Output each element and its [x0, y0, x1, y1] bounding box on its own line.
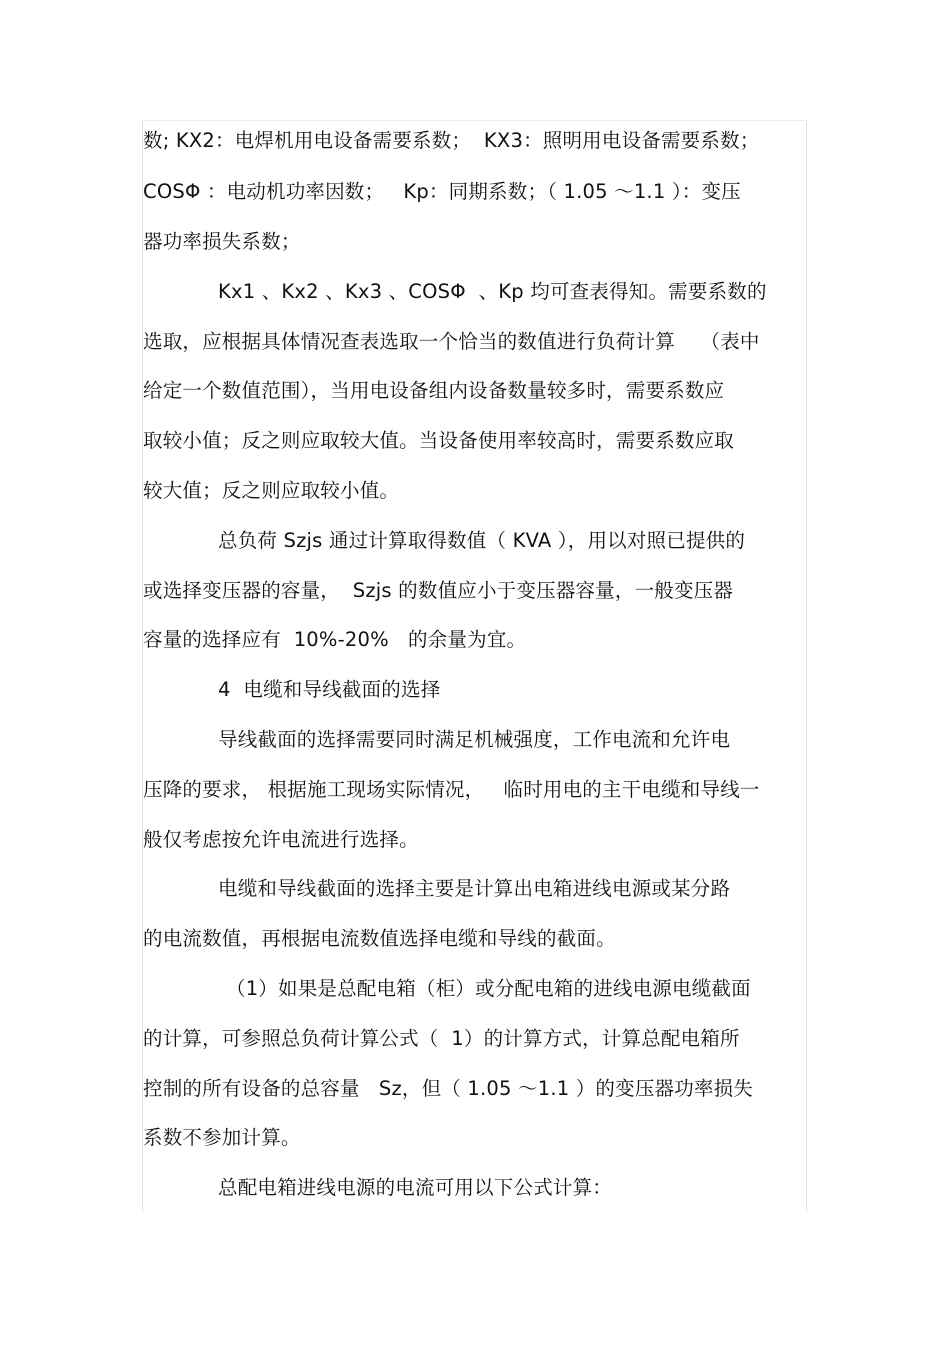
text-line-19: 的计算，可参照总负荷计算公式（ 1）的计算方式，计算总配电箱所	[143, 1027, 740, 1050]
text-line-18: （1）如果是总配电箱（柜）或分配电箱的进线电源电缆截面	[226, 977, 751, 1000]
text-line-7: 取较小值；反之则应取较大值。当设备使用率较高时，需要系数应取	[143, 429, 735, 452]
text-line-6: 给定一个数值范围），当用电设备组内设备数量较多时，需要系数应	[143, 379, 725, 402]
text-line-21: 系数不参加计算。	[143, 1126, 301, 1149]
text-line-15: 般仅考虑按允许电流进行选择。	[143, 828, 419, 851]
text-line-17: 的电流数值，再根据电流数值选择电缆和导线的截面。	[143, 927, 616, 950]
text-line-10: 或选择变压器的容量， Szjs 的数值应小于变压器容量，一般变压器	[143, 579, 734, 602]
text-line-14: 压降的要求， 根据施工现场实际情况， 临时用电的主干电缆和导线一	[143, 778, 760, 801]
text-line-3: 器功率损失系数；	[143, 230, 301, 253]
text-line-4: Kx1 、Kx2 、Kx3 、COSΦ 、Kp 均可查表得知。需要系数的	[218, 280, 767, 303]
section-heading: 4 电缆和导线截面的选择	[218, 678, 441, 701]
text-line-20: 控制的所有设备的总容量 Sz，但（ 1.05 ～1.1 ）的变压器功率损失	[143, 1077, 754, 1100]
text-line-5: 选取，应根据具体情况查表选取一个恰当的数值进行负荷计算 （表中	[143, 330, 760, 353]
text-line-11: 容量的选择应有 10%-20% 的余量为宜。	[143, 628, 527, 651]
text-line-9: 总负荷 Szjs 通过计算取得数值（ KVA ），用以对照已提供的	[218, 529, 746, 552]
text-line-16: 电缆和导线截面的选择主要是计算出电箱进线电源或某分路	[218, 877, 731, 900]
text-line-2: COSΦ ：电动机功率因数； Kp：同期系数；（ 1.05 ～1.1 ）：变压	[143, 180, 741, 203]
text-line-8: 较大值；反之则应取较小值。	[143, 479, 400, 502]
text-line-1: 数; KX2：电焊机用电设备需要系数； KX3：照明用电设备需要系数；	[143, 129, 760, 152]
text-line-13: 导线截面的选择需要同时满足机械强度，工作电流和允许电	[218, 728, 731, 751]
text-line-22: 总配电箱进线电源的电流可用以下公式计算：	[218, 1176, 613, 1199]
